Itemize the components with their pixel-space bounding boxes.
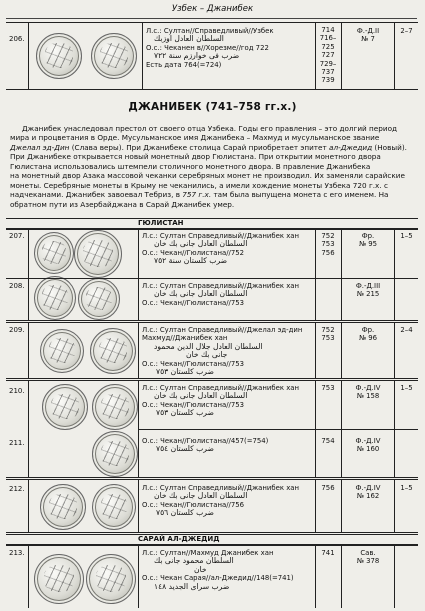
catalog-entry-212 [6,479,418,533]
entry-reference [342,384,394,401]
row-divider [6,278,418,279]
date-value: 727 [321,51,335,60]
obverse-arabic: السلطان محمود جانى بك [154,556,234,566]
obverse-arabic: السلطان العادل جانى بك خان [154,289,248,299]
coin-obverse-image [34,554,84,604]
paragraph-text: надчеканами. Джанибек завоевал Тебриз, в [10,190,183,200]
running-head-text: Узбек – Джанибек [171,4,254,14]
obverse-arabic: السلطان العادل اوزبك [154,34,224,44]
coin-obverse-image [36,33,82,79]
italic-term: ал-Джедид [329,142,373,152]
obverse-legend: Л.с.: Султан Справедливый//Джанибек хан [142,232,300,240]
coin-obverse-image [34,276,76,320]
obverse-legend: Л.с.: Султан Справедливый//Джелал эд-дин [142,326,303,334]
obverse-arabic: جانى بك خان [186,350,228,360]
coin-reverse-image [91,33,137,79]
italic-term: Джелал эд-Дин [10,142,70,152]
reference-number: № 162 [356,492,380,501]
entry-legend [142,282,299,307]
entry-legend [142,326,302,376]
date-value: 714 [321,26,335,34]
paragraph-line [10,143,415,152]
entry-legend [142,549,294,591]
reference-source: Ф.-Д.IV [355,384,381,392]
entry-legend [142,437,268,454]
date-value: 739 [321,76,335,85]
obverse-legend: Л.с.: Султан Справедливый//Джанибек хан [142,484,300,492]
section-title: ДЖАНИБЕК (741–758 гг.х.) [128,101,297,113]
reverse-legend: О.с.: Чекан//Гюлистана//752 [142,248,245,257]
obverse-legend: Л.с.: Султан//Справедливый//Узбек [146,27,274,35]
reverse-legend: О.с.: Чекан//Гюлистана//753 [142,359,245,368]
reference-number: № 160 [356,445,380,454]
reference-source: Ф.-Д.II [356,27,380,35]
reference-number: № 96 [358,334,378,343]
coin-reverse-image [86,554,136,604]
reverse-arabic: ضرب كلستان سنة ٧٥٢ [154,256,228,266]
paragraph-line: При Джанибеке открывается новый монетный двор Гюлистана. При открытии монетного двора [10,152,381,162]
column-divider [138,480,139,532]
entry-reference [342,326,394,343]
obverse-legend: Л.с.: Султан Справедливый//Джанибек хан [142,384,300,392]
reference-source: Сав. [360,549,376,557]
entry-reference [342,437,394,454]
entry-number: 209. [9,326,25,334]
paragraph-line: Джанибек унаследовал престол от своего отца Узбека. Годы его правления – это долгий период [22,124,398,133]
obverse-arabic: خان [194,564,207,574]
obverse-legend: Л.с.: Султан Справедливый//Джанибек хан [142,282,300,290]
column-divider [28,381,29,477]
obverse-arabic: السلطان العادل جانى بك خان [154,391,248,401]
reference-number: № 95 [358,240,378,249]
column-divider [138,546,139,608]
column-divider [315,381,316,477]
column-divider [28,23,29,89]
row-divider [138,429,418,430]
header-rule [6,18,417,19]
entry-rarity: 1–5 [400,232,413,240]
column-divider [394,381,395,477]
reference-source: Фр. [361,232,375,240]
entry-dates [316,26,340,85]
entry-rarity: 1–5 [400,484,413,492]
column-divider [394,230,395,320]
paragraph-line: мира и процветания в Орде. Мусульманское имя Джанибека – Махмуд и мусульманское звание [10,133,380,143]
reverse-arabic: ضرب كلستان ٧٥٣ [156,408,214,418]
reverse-legend: О.с.: Чекан Сарая//ал-Джедид//148(=741) [142,574,294,583]
reverse-legend: О.с.: Чеканен в//Хорезме//год 722 [146,43,269,52]
reverse-arabic: ضرب كلستان ٧٥٣ [156,367,214,377]
reference-source: Ф.-Д.IV [355,437,381,445]
reference-number: № 215 [356,290,380,299]
catalog-entry-213 [6,545,418,608]
entry-rarity: 2–4 [400,326,413,334]
column-divider [138,230,139,320]
italic-term: 757 г.х. [182,190,212,200]
coin-obverse-image [42,384,88,430]
date-value: 753 [321,240,335,249]
date-value: 753 [321,334,335,343]
column-divider [138,323,139,378]
entry-reference [342,282,394,299]
coin-obverse-image [40,329,84,373]
entry-dates [316,326,340,343]
date-value: 756 [321,248,335,257]
entry-rarity: 1–5 [400,384,413,392]
mint-band-saray [6,534,418,545]
reverse-legend: О.с.: Чекан//Гюлистана//756 [142,500,245,509]
paragraph-text: (Новый). [372,142,407,152]
reverse-legend: О.с.: Чекан//Гюлистана//753 [142,400,245,409]
entry-number: 206. [9,35,25,43]
entry-reference [342,484,394,501]
mint-name: ГЮЛИСТАН [138,219,184,227]
mint-band-gulistan [6,218,418,229]
column-divider [142,23,143,89]
coin-obverse-image [40,484,86,530]
catalog-entry-206 [6,22,418,90]
paragraph-text: там была выпущена монета с его именем. На [211,190,389,200]
running-head [0,4,425,18]
paragraph-text: (Слава веры). При Джанибеке столица Сарай приобретает эпитет [69,142,329,152]
coin-reverse-image [90,328,136,374]
date-value: 729–737 [319,59,337,77]
catalog-entry-209 [6,322,418,379]
mint-name: САРАЙ АЛ-ДЖЕДИД [138,535,220,543]
date-value: 756 [321,484,335,492]
entry-number: 207. [9,232,25,240]
entry-number: 211. [9,439,25,447]
catalog-entry-210-211 [6,380,418,478]
obverse-arabic: السلطان العادل جلال الدين محمود [154,341,263,351]
coin-reverse-image [78,278,120,320]
obverse-legend: Махмуд//Джанибек хан [142,334,228,343]
column-divider [28,230,29,320]
date-value: 752 [321,326,335,334]
date-value: 741 [321,549,335,557]
entry-reference [342,549,394,566]
coin-reverse-image [92,384,138,430]
entry-number: 212. [9,485,25,493]
column-divider [394,546,395,608]
entry-legend [142,232,299,266]
reference-number: № 7 [361,35,375,44]
reverse-legend: О.с.: Чекан//Гюлистана//457(=754) [142,437,269,445]
reference-source: Фр. [361,326,375,334]
entry-rarity: 2–7 [400,27,413,35]
column-divider [28,546,29,608]
date-value: 754 [321,437,335,445]
coin-obverse-image [34,232,74,274]
obverse-arabic: السلطان العادل جانى بك خان [154,239,248,249]
reference-number: № 378 [356,557,380,566]
reverse-arabic: ضرب فى خوارزم سنة ٧٢٢ [154,51,240,61]
reference-source: Ф.-Д.IV [355,484,381,492]
paragraph-line: обратном пути из Азербайджана в Сарай Джанибек умер. [10,199,235,209]
entry-reference [342,27,394,44]
date-value: 752 [321,232,335,240]
entry-number: 208. [9,282,25,290]
reference-source: Ф.-Д.III [355,282,381,290]
column-divider [28,480,29,532]
entry-note: Есть дата 764(=724) [146,60,222,69]
paragraph-line: Гюлистана использовались штемпели столичного монетного двора. В правление Джанибека [10,161,371,171]
entry-number: 213. [9,549,25,557]
obverse-legend: Л.с.: Султан//Махмуд Джанибек хан [142,549,274,557]
column-divider [28,323,29,378]
coin-reverse-image [92,484,136,530]
obverse-arabic: السلطان العادل جانى بك خان [154,491,248,501]
entry-reference [342,232,394,249]
reverse-legend: О.с.: Чекан//Гюлистана//753 [142,298,245,307]
coin-reverse-image [92,431,138,477]
intro-paragraph [10,124,415,209]
date-value: 716–725 [319,34,337,51]
reference-number: № 158 [356,392,380,401]
date-value: 753 [321,384,335,392]
paragraph-line: монеты. Серебряные монеты в Крыму не чеканились, а имели хождение монеты Узбека 720 г.х. с [10,180,388,190]
entry-legend [142,384,299,418]
reverse-arabic: ضرب سراى الجديد ١٤٨ [154,581,230,591]
entry-legend [142,484,299,518]
entry-legend [146,27,274,69]
reverse-arabic: ضرب كلستان ٧٥٤ [156,444,214,454]
paragraph-line: на монетный двор Азака массовой чеканки серебряных монет не производил. Их заменяли сарайские [10,171,405,181]
paragraph-line [10,190,415,199]
coin-reverse-image [74,230,122,278]
reverse-arabic: ضرب كلستان ٧٥٦ [156,508,214,518]
entry-dates [316,232,340,257]
entry-number: 210. [9,387,25,395]
catalog-entry-207-208 [6,229,418,321]
